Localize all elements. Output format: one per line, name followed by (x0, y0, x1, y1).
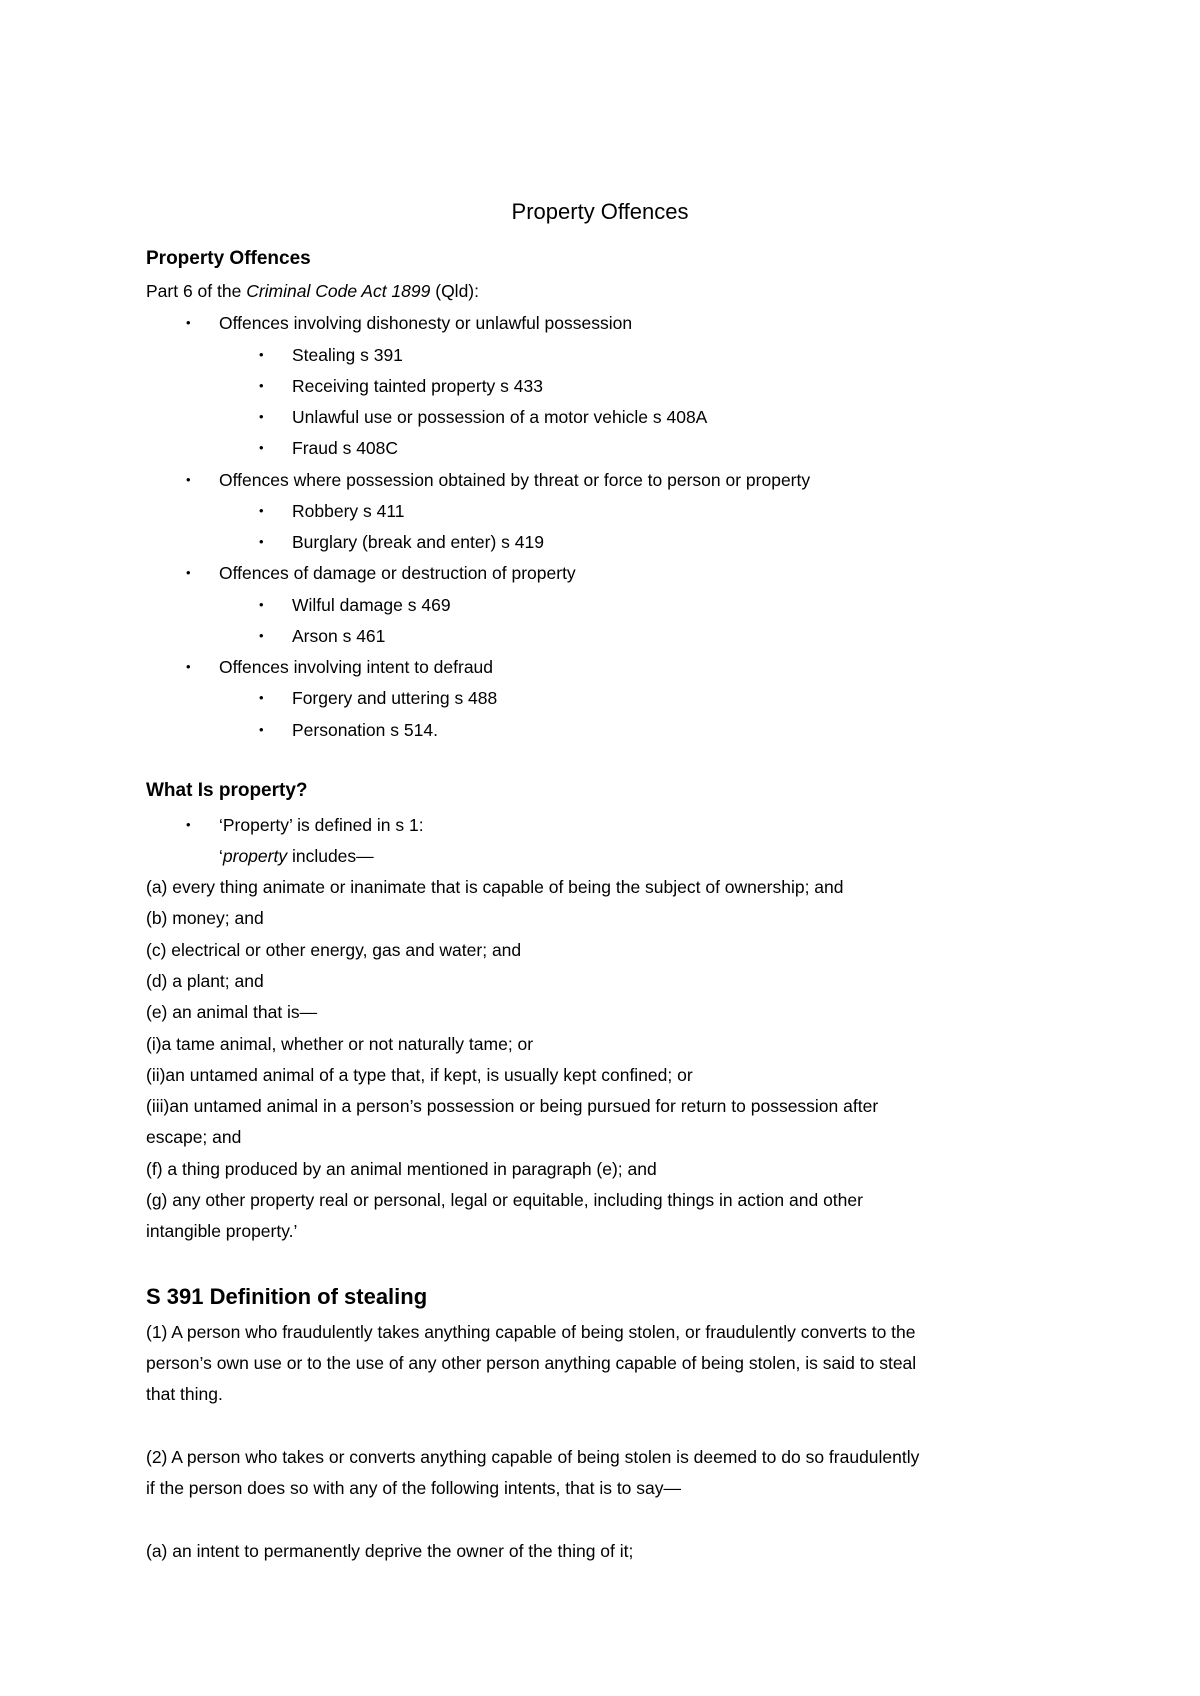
definition-line: (f) a thing produced by an animal mentioned in paragraph (e); and (146, 1159, 657, 1179)
bullet-icon: • (259, 347, 264, 362)
definition-line: (a) every thing animate or inanimate that is capable of being the subject of ownership; and (146, 877, 844, 897)
bullet-icon: • (259, 409, 264, 424)
definition-line: intangible property.’ (146, 1221, 298, 1241)
definition-line: (d) a plant; and (146, 971, 264, 991)
definition-line: (g) any other property real or personal, legal or equitable, including things in action and other (146, 1190, 863, 1210)
section-heading-what-is-property: What Is property? (146, 780, 308, 801)
bullet-icon: • (186, 565, 191, 580)
definition-line: escape; and (146, 1127, 242, 1147)
paragraph-line: (2) A person who takes or converts anything capable of being stolen is deemed to do so fraudulently (146, 1447, 920, 1467)
paragraph-line: person’s own use or to the use of any other person anything capable of being stolen, is said to steal (146, 1353, 917, 1373)
list-item: Burglary (break and enter) s 419 (292, 532, 544, 552)
paragraph-line: (1) A person who fraudulently takes anything capable of being stolen, or fraudulently converts to the (146, 1322, 916, 1342)
list-item: Wilful damage s 469 (292, 595, 451, 615)
bullet-icon: • (259, 690, 264, 705)
list-item: Offences involving dishonesty or unlawful possession (219, 313, 633, 333)
definition-line: (iii)an untamed animal in a person’s possession or being pursued for return to possession after (146, 1096, 879, 1116)
intro-line: Part 6 of the Criminal Code Act 1899 (Qld): (146, 281, 479, 301)
definition-line: (ii)an untamed animal of a type that, if kept, is usually kept confined; or (146, 1065, 693, 1085)
bullet-icon: • (186, 472, 191, 487)
bullet-icon: • (259, 628, 264, 643)
definition-line: (e) an animal that is— (146, 1002, 318, 1022)
list-item: Arson s 461 (292, 626, 386, 646)
paragraph-line: (a) an intent to permanently deprive the owner of the thing of it; (146, 1541, 634, 1561)
bullet-icon: • (259, 534, 264, 549)
definition-line: (i)a tame animal, whether or not naturally tame; or (146, 1034, 534, 1054)
list-item: Forgery and uttering s 488 (292, 688, 498, 708)
bullet-icon: • (259, 597, 264, 612)
list-item: Unlawful use or possession of a motor vehicle s 408A (292, 407, 708, 427)
list-item: Offences involving intent to defraud (219, 657, 494, 677)
bullet-icon: • (259, 503, 264, 518)
definition-line: (c) electrical or other energy, gas and water; and (146, 940, 522, 960)
list-item: Fraud s 408C (292, 438, 399, 458)
page-title: Property Offences (511, 199, 689, 224)
bullet-icon: • (259, 378, 264, 393)
bullet-icon: • (259, 722, 264, 737)
list-item: Offences where possession obtained by threat or force to person or property (219, 470, 811, 490)
list-item: Offences of damage or destruction of property (219, 563, 576, 583)
definition-line: (b) money; and (146, 908, 264, 928)
list-item: Stealing s 391 (292, 345, 403, 365)
list-item: Robbery s 411 (292, 501, 405, 521)
definition-intro: ‘property includes— (219, 846, 374, 866)
section-heading-property-offences: Property Offences (146, 248, 311, 269)
list-item: Receiving tainted property s 433 (292, 376, 543, 396)
bullet-icon: • (186, 817, 191, 832)
paragraph-line: if the person does so with any of the following intents, that is to say— (146, 1478, 682, 1498)
bullet-icon: • (259, 440, 264, 455)
bullet-icon: • (186, 659, 191, 674)
list-item: Personation s 514. (292, 720, 438, 740)
section-heading-s391: S 391 Definition of stealing (146, 1284, 428, 1309)
paragraph-line: that thing. (146, 1384, 223, 1404)
bullet-icon: • (186, 315, 191, 330)
list-item: ‘Property’ is defined in s 1: (219, 815, 424, 835)
